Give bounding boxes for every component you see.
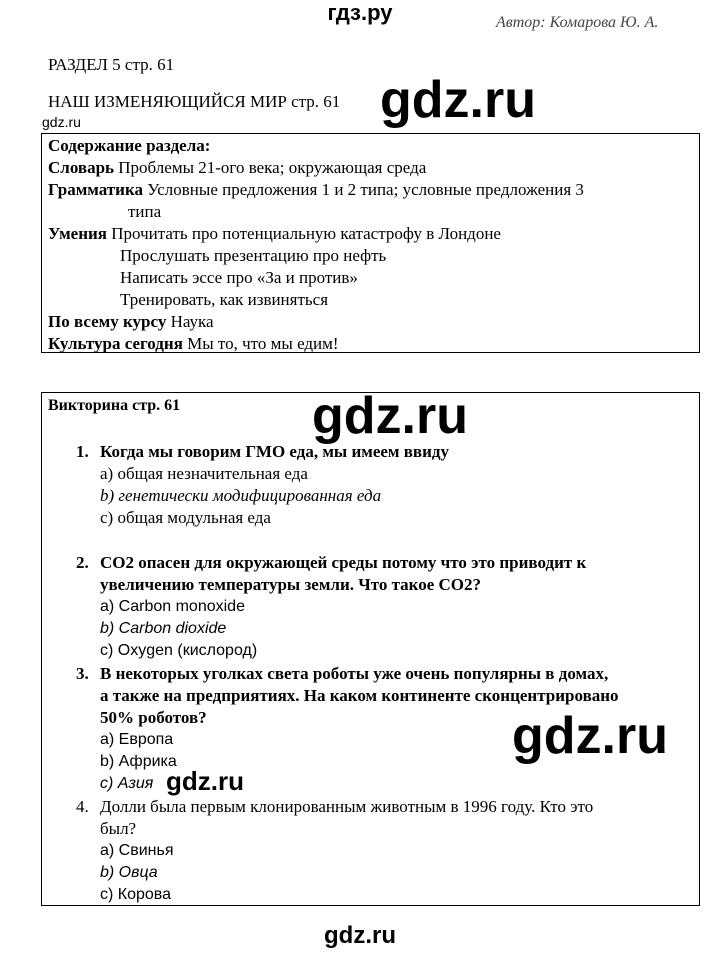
grammar-row: Грамматика Условные предложения 1 и 2 типа; условные предложения 3 [48, 180, 584, 199]
answer-option-correct: b) Овца [100, 864, 158, 881]
question-4-text-cont: был? [100, 819, 137, 838]
course-row: По всему курсу Наука [48, 312, 214, 331]
question-number: 4. [76, 797, 89, 816]
watermark-small: gdz.ru [42, 114, 81, 130]
answer-option: a) Европа [100, 731, 174, 748]
answer-option-correct: c) Азия [100, 775, 154, 792]
author-line: Автор: Комарова Ю. А. [496, 14, 659, 31]
answer-option-correct: b) Carbon dioxide [100, 620, 227, 637]
section-title: РАЗДЕЛ 5 стр. 61 [48, 55, 175, 74]
watermark: gdz.ru [312, 387, 468, 445]
watermark-footer: gdz.ru [324, 922, 396, 949]
question-4-text: Долли была первым клонированным животным в 1996 году. Кто это [100, 797, 594, 816]
answer-option-correct: b) генетически модифицированная еда [100, 486, 382, 505]
question-3-text-cont: 50% роботов? [100, 708, 207, 727]
skill-item: Прослушать презентацию про нефть [120, 246, 387, 265]
skill-item: Написать эссе про «За и против» [120, 268, 358, 287]
answer-option: a) Свинья [100, 842, 174, 859]
question-number: 3. [76, 664, 89, 683]
question-2-text-cont: увеличению температуры земли. Что такое CO2? [100, 575, 482, 594]
vocabulary-row: Словарь Проблемы 21-ого века; окружающая среда [48, 158, 427, 177]
question-number: 2. [76, 553, 89, 572]
answer-option: c) общая модульная еда [100, 508, 271, 527]
question-1-text: Когда мы говорим ГМО еда, мы имеем ввиду [100, 442, 450, 461]
answer-option: c) Корова [100, 886, 172, 903]
question-number: 1. [76, 442, 89, 461]
skills-row: Умения Прочитать про потенциальную катастрофу в Лондоне [48, 224, 501, 243]
answer-option: c) Oxygen (кислород) [100, 642, 258, 659]
skill-item: Тренировать, как извиняться [120, 290, 329, 309]
question-3-text-cont: а также на предприятиях. На каком континенте сконцентрировано [100, 686, 619, 705]
site-header-title: гдз.ру [327, 0, 393, 25]
page-subtitle: НАШ ИЗМЕНЯЮЩИЙСЯ МИР стр. 61 [48, 92, 341, 111]
watermark: gdz.ru [166, 766, 244, 796]
quiz-heading: Викторина стр. 61 [48, 397, 181, 414]
contents-heading: Содержание раздела: [48, 136, 211, 155]
answer-option: b) Африка [100, 753, 177, 770]
culture-row: Культура сегодня Мы то, что мы едим! [48, 334, 339, 353]
watermark: gdz.ru [380, 71, 536, 129]
answer-option: a) общая незначительная еда [100, 464, 308, 483]
answer-option: a) Carbon monoxide [100, 598, 245, 615]
question-3-text: В некоторых уголках света роботы уже очень популярны в домах, [100, 664, 609, 683]
watermark: gdz.ru [512, 707, 668, 765]
grammar-row-cont: типа [128, 202, 162, 221]
question-2-text: CO2 опасен для окружающей среды потому что это приводит к [100, 553, 587, 572]
